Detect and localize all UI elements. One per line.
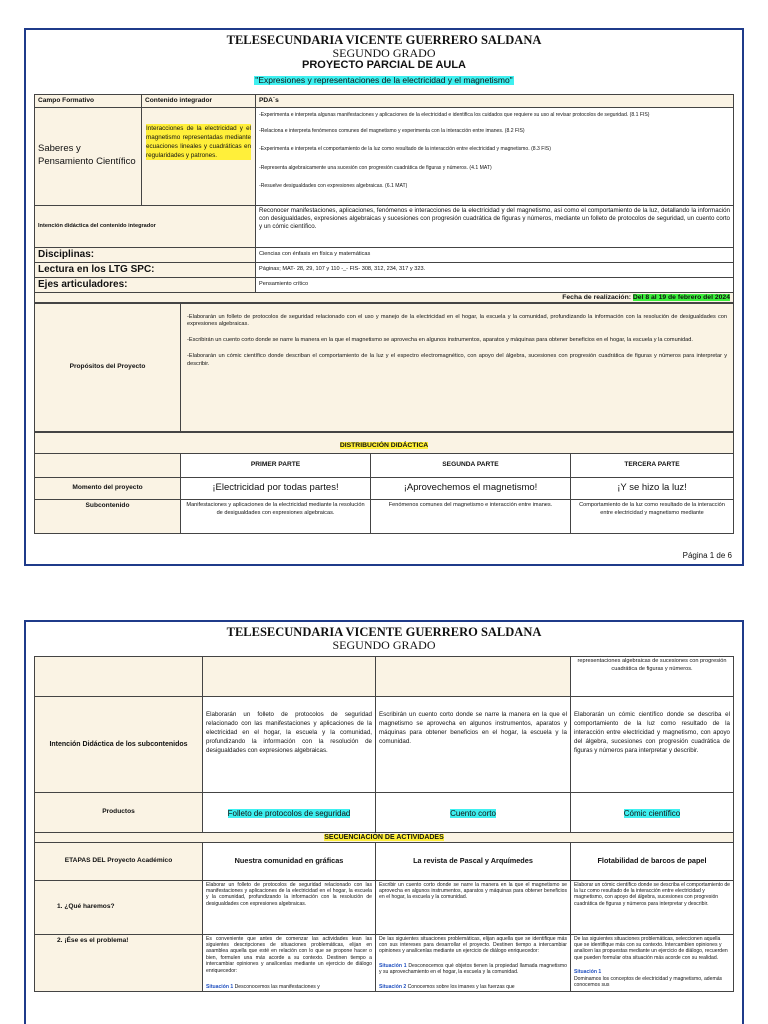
school-name: TELESECUNDARIA VICENTE GUERRERO SALDANA xyxy=(226,625,542,639)
propositos-list xyxy=(181,303,734,431)
col-header-campo: Campo Formativo xyxy=(35,95,142,108)
document-page-2 xyxy=(24,620,744,1024)
situacion-text: Conocemos sobre los imanes y las fuerzas que xyxy=(406,983,515,990)
contenido-integrador: Interacciones de la electricidad y el magnetismo representadas mediante ecuaciones lineales y cuadráticas en regularidades y patrones. xyxy=(146,124,251,159)
momento-3: ¡Y se hizo la luz! xyxy=(571,477,734,499)
momento-label: Momento del proyecto xyxy=(35,477,181,499)
proposito-item: -Elaborarán un cómic científico donde describan el comportamiento de la luz y el espectro electromagnético, con apoyo del álgebra, sucesiones con progresión cuadrática de figuras y números para interpretar y describir. xyxy=(187,353,727,367)
momento-1: ¡Electricidad por todas partes! xyxy=(181,477,371,499)
row1-col-1: Elaborar un folleto de protocolos de seguridad relacionado con las manifestaciones y aplicaciones de la electricidad en el hogar, la escuela y la comunidad, profundizando la información con la resolución de desigualdades con expresiones algebraicas. xyxy=(203,880,376,934)
subcontenido-3: Comportamiento de la luz como resultado de la interacción entre electricidad y magnetismo mediante xyxy=(571,499,734,533)
col-header-contenido: Contenido integrador xyxy=(142,95,256,108)
situacion-label: Situación 1 xyxy=(206,983,234,990)
fecha-row xyxy=(35,292,734,302)
productos-label: Productos xyxy=(35,792,203,832)
distribucion-title-cell xyxy=(35,432,734,453)
secuencia-title-cell xyxy=(35,832,734,842)
page-header xyxy=(34,34,734,88)
subcontenido-label: Subcontenido xyxy=(35,499,181,533)
row2-col-1 xyxy=(203,934,376,992)
part-header-2: SEGUNDA PARTE xyxy=(371,453,571,477)
secuencia-title: SECUENCIACIÓN DE ACTIVIDADES xyxy=(324,833,444,841)
col-header-pda: PDA´s xyxy=(256,95,734,108)
pda-item: -Experimenta e interpreta algunas manifestaciones y aplicaciones de la electricidad e identifica los cuidados que requiere su uso al revisar protocolos de seguridad. (8.1 FIS) xyxy=(259,111,650,118)
propositos-table xyxy=(34,303,734,432)
row2-col-2-text: De las siguientes situaciones problemáticas, elijan aquella que se identifique más con sus intereses para desarrollar el proyecto. Destinen tiempo a intercambiar opiniones y analícenlas mediante un ejercicio de diálogo enriquecedor: xyxy=(379,935,567,955)
project-title: PROYECTO PARCIAL DE AULA xyxy=(302,58,466,71)
row1-col-2: Escribir un cuento corto donde se narre la manera en la que el magnetismo se aprovecha en algunos instrumentos, aparatos y máquinas para obtener beneficios en el hogar, la escuela y la comunidad. xyxy=(376,880,571,934)
pda-item: -Relaciona e interpreta fenómenos comunes del magnetismo y experimenta con la interacción entre imanes. (8.2 FIS) xyxy=(259,127,525,134)
situacion-label: Situación 1 xyxy=(379,962,407,969)
intencion-sub-label: Intención Didáctica de los subcontenidos xyxy=(35,696,203,792)
disciplinas-text: Ciencias con énfasis en física y matemáticas xyxy=(256,247,734,262)
fecha-value: Del 8 al 19 de febrero del 2024 xyxy=(632,293,730,301)
ejes-text: Pensamiento crítico xyxy=(256,277,734,292)
proposito-item: -Escribirán un cuento corto donde se narre la manera en la que el magnetismo se aprovecha en algunos instrumentos, aparatos y máquinas para obtener beneficios en el hogar, la escuela y la comunidad. xyxy=(187,337,693,344)
situacion-text: Desconocemos qué objetos tienen la propiedad llamada magnetismo y su aprovechamiento en el hogar, la escuela y la comunidad. xyxy=(379,962,567,976)
situacion-label: Situación 2 xyxy=(379,983,407,990)
intencion-sub-2: Escribirán un cuento corto donde se narre la manera en la que el magnetismo se aprovecha en algunos instrumentos, aparatos y máquinas para obtener beneficios en el hogar, la escuela y la comunidad. xyxy=(376,696,571,792)
etapa-col-2: La revista de Pascal y Arquímedes xyxy=(376,842,571,880)
school-name: TELESECUNDARIA VICENTE GUERRERO SALDANA xyxy=(226,33,542,47)
grade-label: SEGUNDO GRADO xyxy=(332,46,436,61)
producto-3: Cómic científico xyxy=(623,809,681,819)
part-header-3: TERCERA PARTE xyxy=(571,453,734,477)
pda-item: -Resuelve desigualdades con expresiones algebraicas. (6.1 MAT) xyxy=(259,183,408,190)
row1-col-3: Elaborar un cómic científico donde se describa el comportamiento de la luz como resultado de la interacción entre electricidad y magnetismo, con apoyo del álgebra, sucesiones con progresión cuadrática de figuras y números para interpretar y describir. xyxy=(571,880,734,934)
intencion-label: Intención didáctica del contenido integrador xyxy=(35,205,256,247)
row2-col-3 xyxy=(571,934,734,992)
disciplinas-label: Disciplinas: xyxy=(35,247,256,262)
page-header xyxy=(34,626,734,652)
producto-1: Folleto de protocolos de seguridad xyxy=(227,809,351,819)
campo-formativo: Saberes y Pensamiento Científico xyxy=(35,107,142,205)
row2-col-2 xyxy=(376,934,571,992)
intencion-text: Reconocer manifestaciones, aplicaciones, fenómenos e interacciones de la electricidad y del magnetismo, así como el comportamiento de la luz, detallando la información con desigualdades, expresiones algebraicas y sucesiones con progresión cuadrática de figuras y números, mediante un folleto de protocolos de seguridad, un cuento corto y un cómic científico. xyxy=(256,205,734,247)
row2-col-1-text: Es conveniente que antes de comenzar las actividades lean las siguientes descripciones de situaciones problemáticas, elijan en asamblea aquella que esté en relación con lo que se propone hacer o bien, formulen una más acorde a su contexto. Destinen tiempo a intercambiar opiniones y analícenlas mediante un ejercicio de diálogo enriquecedor: xyxy=(206,935,372,974)
fecha-label: Fecha de realización: xyxy=(562,293,631,301)
part-header-1: PRIMER PARTE xyxy=(181,453,371,477)
etapa-col-3: Flotabilidad de barcos de papel xyxy=(571,842,734,880)
situacion-text: Desconocemos las manifestaciones y xyxy=(233,983,320,990)
intencion-sub-1: Elaborarán un folleto de protocolos de seguridad relacionado con las manifestaciones y aplicaciones de la electricidad en el hogar, la escuela y la comunidad, profundizando la información con la resolución de desigualdades con expresiones algebraicas. xyxy=(203,696,376,792)
propositos-label: Propósitos del Proyecto xyxy=(35,303,181,431)
row2-col-3-text: De las siguientes situaciones problemáticas, seleccionen aquella que se identifique más con su contexto. Intercambien opiniones y analicen las propuestas mediante un ejercicio de diálogo, recuerden que pueden formular otra situación más acorde con su realidad. xyxy=(574,935,728,961)
distribucion-table xyxy=(34,432,734,534)
lectura-label: Lectura en los LTG SPC: xyxy=(35,262,256,277)
lectura-text: Páginas; MAT- 28, 29, 107 y 110 -_- FIS- 308, 312, 234, 317 y 323. xyxy=(256,262,734,277)
subcontenido-1: Manifestaciones y aplicaciones de la electricidad mediante la resolución de desigualdades con expresiones algebraicas. xyxy=(181,499,371,533)
subcontenido-table xyxy=(34,656,734,993)
pda-item: -Representa algebraicamente una sucesión con progresión cuadrática de figuras y números. (4.1 MAT) xyxy=(259,164,492,171)
situacion-label: Situación 1 xyxy=(574,969,602,976)
subcontenido-continuation: representaciones algebraicas de sucesiones con progresión cuadrática de figuras y números. xyxy=(571,656,734,696)
producto-2: Cuento corto xyxy=(450,809,496,819)
document-page-1 xyxy=(24,28,744,566)
ejes-label: Ejes articuladores: xyxy=(35,277,256,292)
distribucion-title: DISTRIBUCIÓN DIDÁCTICA xyxy=(339,441,429,449)
row1-label: 1. ¿Qué haremos? xyxy=(35,880,203,934)
subcontenido-2: Fenómenos comunes del magnetismo e interacción entre imanes. xyxy=(371,499,571,533)
etapas-label: ETAPAS DEL Proyecto Académico xyxy=(35,842,203,880)
etapa-col-1: Nuestra comunidad en gráficas xyxy=(203,842,376,880)
situacion-text: Dominamos los conceptos de electricidad y magnetismo, además conocemos sus xyxy=(574,975,723,988)
info-table xyxy=(34,94,734,303)
pda-list xyxy=(256,107,734,205)
pda-item: -Experimenta e interpreta el comportamiento de la luz como resultado de la interacción entre electricidad y magnetismo. (8.3 FIS) xyxy=(259,146,551,153)
grade-label: SEGUNDO GRADO xyxy=(332,638,436,653)
contenido-integrador-cell xyxy=(142,107,256,205)
row2-label: 2. ¡Ése es el problema! xyxy=(35,934,203,992)
proposito-item: -Elaborarán un folleto de protocolos de seguridad relacionado con el uso y manejo de la electricidad en el hogar, la escuela y la comunidad, profundizando la información con la resolución de desigualdades con expresiones algebraicas. xyxy=(187,313,727,328)
page-number: Página 1 de 6 xyxy=(682,551,732,560)
momento-2: ¡Aprovechemos el magnetismo! xyxy=(371,477,571,499)
project-subtitle: "Expresiones y representaciones de la electricidad y el magnetismo" xyxy=(255,75,513,86)
intencion-sub-3: Elaborarán un cómic científico donde se describa el comportamiento de la luz como resultado de la interacción entre electricidad y magnetismo, con apoyo del álgebra, sucesiones con progresión cuadrática de figuras y números para interpretar y describir. xyxy=(571,696,734,792)
